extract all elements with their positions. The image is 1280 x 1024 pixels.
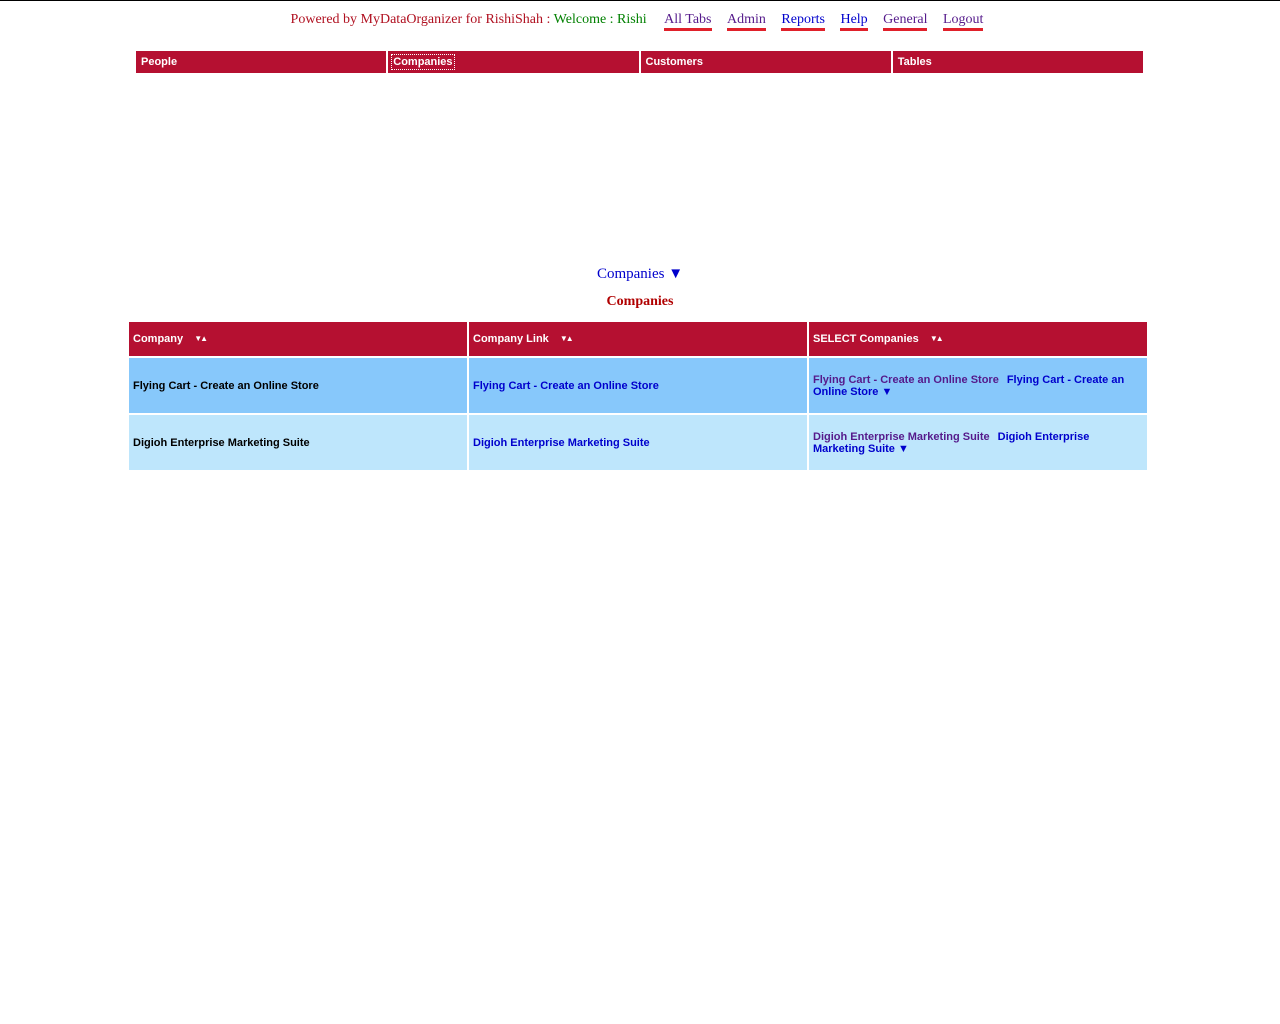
powered-by-text: Powered by MyDataOrganizer for RishiShah :: [290, 12, 551, 27]
column-label: SELECT Companies: [813, 333, 919, 345]
company-name: Digioh Enterprise Marketing Suite: [133, 436, 310, 449]
all-tabs-link[interactable]: All Tabs: [664, 12, 711, 31]
select-companies-cell: [809, 415, 1147, 472]
table-row: [129, 358, 1147, 415]
select-companies-cell: [809, 358, 1147, 415]
tab-label: Companies: [393, 56, 453, 68]
reports-link[interactable]: Reports: [781, 12, 825, 31]
welcome-text: Welcome : Rishi: [553, 12, 647, 27]
select-company-dropdown[interactable]: Flying Cart - Create an Online Store ▼: [813, 373, 1125, 398]
help-link[interactable]: Help: [840, 12, 867, 31]
tab-label: Tables: [897, 56, 932, 68]
select-company-dropdown[interactable]: Digioh Enterprise Marketing Suite ▼: [813, 430, 1090, 455]
tab-label: People: [141, 56, 178, 68]
tab-tables[interactable]: [893, 51, 1143, 73]
companies-table: [127, 322, 1149, 472]
companies-dropdown[interactable]: Companies ▼: [596, 266, 684, 282]
tab-companies[interactable]: [388, 51, 638, 73]
column-header-company[interactable]: [129, 322, 467, 358]
company-link-cell: [469, 415, 807, 472]
admin-link[interactable]: Admin: [727, 12, 766, 31]
company-link-cell: [469, 358, 807, 415]
select-company-link[interactable]: Digioh Enterprise Marketing Suite: [813, 430, 990, 443]
column-label: Company: [133, 333, 184, 345]
column-header-company-link[interactable]: [469, 322, 807, 358]
tab-label: Customers: [645, 56, 703, 68]
column-label: Company Link: [473, 333, 549, 345]
company-cell: [129, 415, 467, 472]
table-row: [129, 415, 1147, 472]
tab-customers[interactable]: [641, 51, 891, 73]
company-cell: [129, 358, 467, 415]
tab-people[interactable]: [136, 51, 386, 73]
company-link[interactable]: Flying Cart - Create an Online Store: [473, 379, 659, 392]
section-title: Companies: [606, 294, 674, 309]
company-name: Flying Cart - Create an Online Store: [133, 379, 319, 392]
sort-icon[interactable]: ▼▲: [929, 334, 942, 343]
top-bar: [0, 11, 1280, 29]
general-link[interactable]: General: [883, 12, 927, 31]
column-header-select-companies[interactable]: [809, 322, 1147, 358]
select-company-link[interactable]: Flying Cart - Create an Online Store: [813, 373, 999, 386]
sort-icon[interactable]: ▼▲: [559, 334, 572, 343]
table-header-row: [129, 322, 1147, 358]
company-link[interactable]: Digioh Enterprise Marketing Suite: [473, 436, 650, 449]
logout-link[interactable]: Logout: [943, 12, 983, 31]
sort-icon[interactable]: ▼▲: [194, 334, 207, 343]
tab-bar: [136, 51, 1143, 73]
